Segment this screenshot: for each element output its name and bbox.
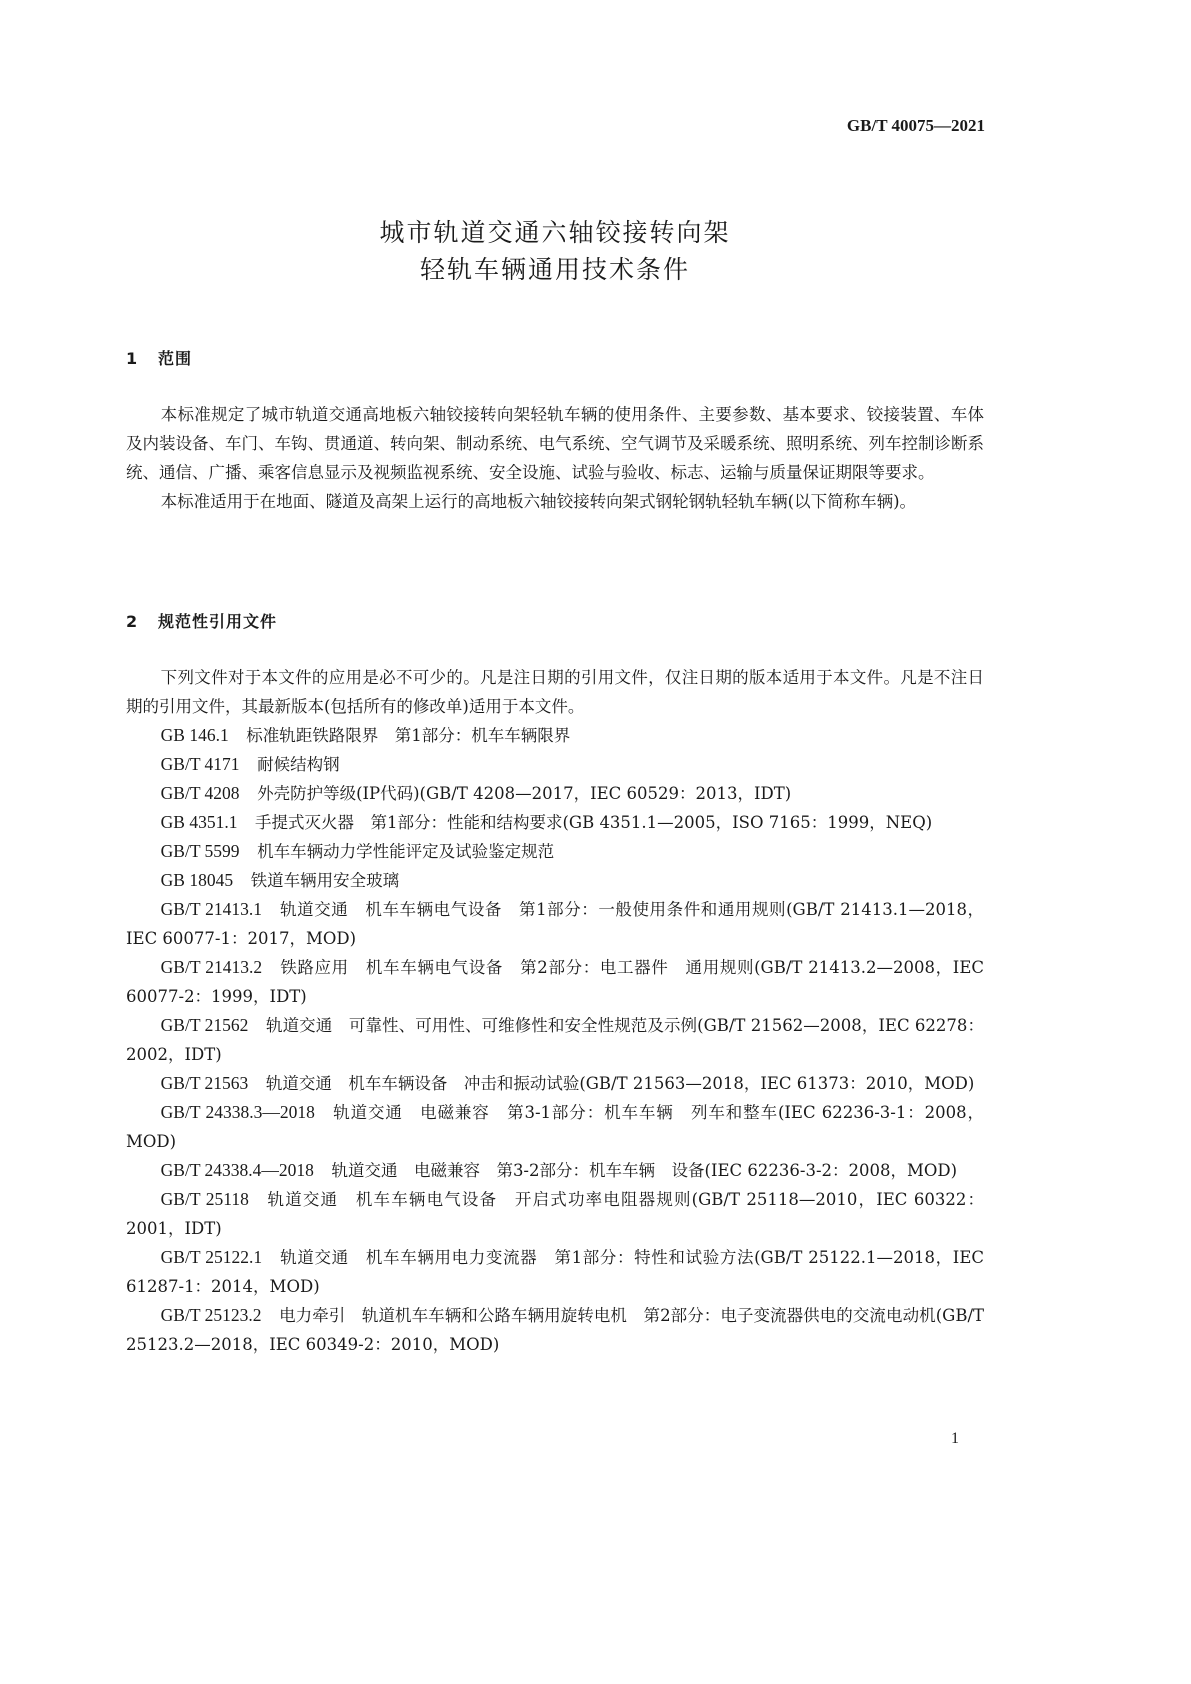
reference-title: 电力牵引 轨道机车车辆和公路车辆用旋转电机 第2部分：电子变流器供电的交流电动机(GB/T 25123.2—2018，IEC 60349-2：2010，MOD) <box>126 1306 985 1354</box>
reference-code: GB 4351.1 <box>160 812 238 832</box>
reference-code: GB/T 5599 <box>160 841 240 861</box>
paragraph: 本标准规定了城市轨道交通高地板六轴铰接转向架轻轨车辆的使用条件、主要参数、基本要求、铰接装置、车体及内装设备、车门、车钩、贯通道、转向架、制动系统、电气系统、空气调节及采暖系统、照明系统、列车控制诊断系统、通信、广播、乘客信息显示及视频监视系统、安全设施、试验与验收、标志、运输与质量保证期限等要求。 <box>126 405 984 482</box>
reference-code: GB/T 21413.1 <box>160 899 263 919</box>
reference-item <box>126 808 984 837</box>
reference-title: 外壳防护等级(IP代码)(GB/T 4208—2017，IEC 60529：2013，IDT) <box>257 784 792 803</box>
reference-title: 轨道交通 可靠性、可用性、可维修性和安全性规范及示例(GB/T 21562—2008，IEC 62278：2002，IDT) <box>126 1016 984 1064</box>
reference-title: 轨道交通 机车车辆用电力变流器 第1部分：特性和试验方法(GB/T 25122.1—2018，IEC 61287-1：2014，MOD) <box>126 1248 984 1296</box>
reference-title: 手提式灭火器 第1部分：性能和结构要求(GB 4351.1—2005，ISO 7165：1999，NEQ) <box>254 813 933 832</box>
reference-list <box>126 721 984 1359</box>
title-line-2: 轻轨车辆通用技术条件 <box>419 255 690 284</box>
section-2-heading <box>126 609 277 632</box>
section-number: 1 <box>126 349 139 368</box>
reference-code: GB/T 21563 <box>160 1073 249 1093</box>
reference-title: 轨道交通 电磁兼容 第3-2部分：机车车辆 设备(IEC 62236-3-2：2008，MOD) <box>331 1161 958 1180</box>
section-title: 规范性引用文件 <box>158 612 278 631</box>
reference-item <box>126 953 984 1011</box>
reference-code: GB/T 24338.3—2018 <box>160 1102 315 1122</box>
reference-code: GB/T 21562 <box>160 1015 249 1035</box>
reference-item <box>126 1098 984 1156</box>
reference-item <box>126 1156 984 1185</box>
reference-item <box>126 837 984 866</box>
paragraph: 下列文件对于本文件的应用是必不可少的。凡是注日期的引用文件，仅注日期的版本适用于本文件。凡是不注日期的引用文件，其最新版本(包括所有的修改单)适用于本文件。 <box>126 668 984 716</box>
reference-title: 轨道交通 机车车辆电气设备 开启式功率电阻器规则(GB/T 25118—2010，IEC 60322：2001，IDT) <box>126 1190 984 1238</box>
reference-title: 标准轨距铁路限界 第1部分：机车车辆限界 <box>246 726 571 745</box>
reference-item <box>126 1069 984 1098</box>
reference-item <box>126 895 984 953</box>
paragraph: 本标准适用于在地面、隧道及高架上运行的高地板六轴铰接转向架式钢轮钢轨轻轨车辆(以下简称车辆)。 <box>160 492 917 511</box>
reference-title: 轨道交通 机车车辆设备 冲击和振动试验(GB/T 21563—2018，IEC 61373：2010，MOD) <box>265 1074 975 1093</box>
reference-item <box>126 1243 984 1301</box>
section-1-heading <box>126 346 192 369</box>
reference-title: 耐候结构钢 <box>257 755 340 774</box>
reference-item <box>126 1301 984 1359</box>
reference-code: GB/T 24338.4—2018 <box>160 1160 314 1180</box>
reference-title: 机车车辆动力学性能评定及试验鉴定规范 <box>257 842 555 861</box>
reference-title: 铁路应用 机车车辆电气设备 第2部分：电工器件 通用规则(GB/T 21413.2—2008，IEC 60077-2：1999，IDT) <box>126 958 984 1006</box>
reference-code: GB/T 4208 <box>160 783 240 803</box>
section-1-body <box>126 400 984 516</box>
reference-code: GB/T 25118 <box>160 1189 249 1209</box>
reference-item <box>126 721 984 750</box>
reference-item <box>126 779 984 808</box>
document-title <box>0 214 1110 288</box>
standard-number: GB/T 40075—2021 <box>846 116 985 135</box>
reference-code: GB/T 25123.2 <box>160 1305 262 1325</box>
reference-title: 轨道交通 机车车辆电气设备 第1部分：一般使用条件和通用规则(GB/T 21413.1—2018，IEC 60077-1：2017，MOD) <box>126 900 985 948</box>
section-2-body <box>126 663 984 1359</box>
section-title: 范围 <box>158 349 193 368</box>
reference-code: GB 18045 <box>160 870 234 890</box>
title-line-1: 城市轨道交通六轴铰接转向架 <box>379 218 731 247</box>
reference-code: GB 146.1 <box>160 725 229 745</box>
reference-item <box>126 1185 984 1243</box>
reference-title: 铁道车辆用安全玻璃 <box>250 871 400 890</box>
reference-code: GB/T 25122.1 <box>160 1247 263 1267</box>
reference-item <box>126 866 984 895</box>
reference-code: GB/T 4171 <box>160 754 240 774</box>
section-number: 2 <box>126 612 139 631</box>
reference-item <box>126 750 984 779</box>
reference-item <box>126 1011 984 1069</box>
page-number: 1 <box>951 1430 959 1447</box>
reference-title: 轨道交通 电磁兼容 第3-1部分：机车车辆 列车和整车(IEC 62236-3-1：2008，MOD) <box>126 1103 984 1151</box>
reference-code: GB/T 21413.2 <box>160 957 263 977</box>
